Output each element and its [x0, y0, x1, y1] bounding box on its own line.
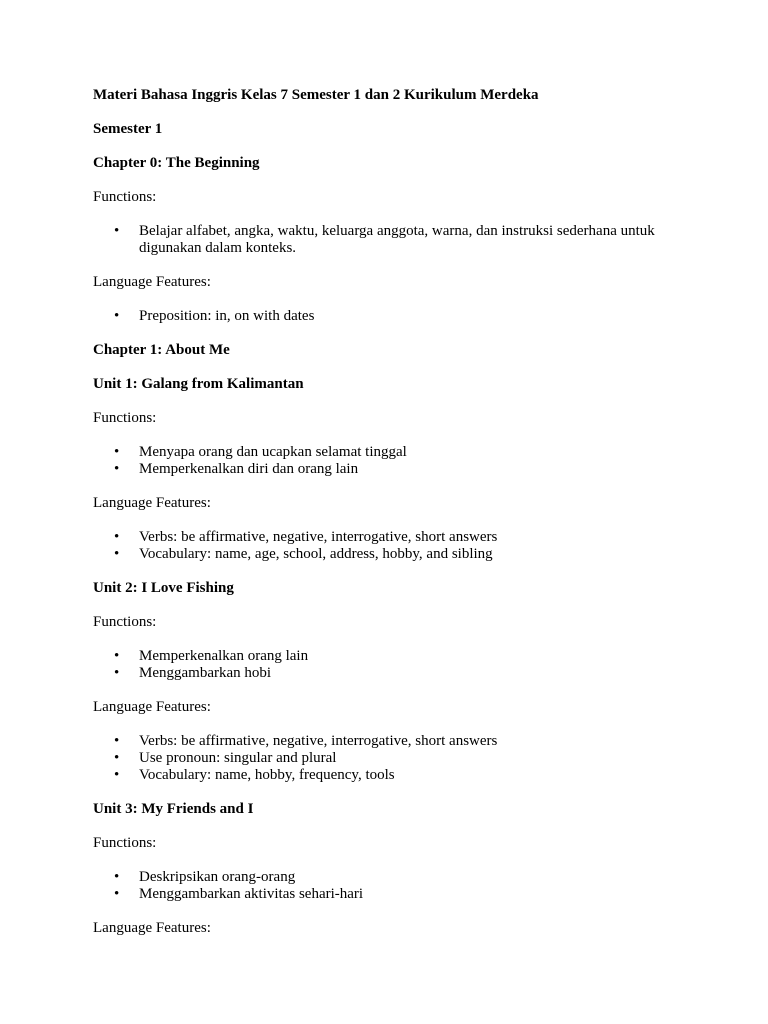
list-item — [93, 308, 683, 325]
document-title: Materi Bahasa Inggris Kelas 7 Semester 1 dan 2 Kurikulum Merdeka — [93, 87, 539, 103]
list-item — [93, 223, 683, 257]
list-item-text: Belajar alfabet, angka, waktu, keluarga anggota, warna, dan instruksi sederhana untuk digunakan dalam konteks. — [139, 223, 655, 256]
chapter-0-heading: Chapter 0: The Beginning — [93, 155, 260, 171]
unit-3-functions-label: Functions: — [93, 835, 157, 851]
list-item-text: Memperkenalkan diri dan orang lain — [139, 461, 359, 477]
list-item-text: Vocabulary: name, hobby, frequency, tools — [139, 767, 395, 783]
bullet-icon: • — [114, 886, 120, 902]
unit-2-features-label: Language Features: — [93, 699, 211, 715]
unit-2-functions-list — [93, 648, 683, 682]
document-page — [93, 87, 683, 954]
bullet-icon: • — [114, 665, 120, 681]
list-item-text: Deskripsikan orang-orang — [139, 869, 296, 885]
unit-1-features-label: Language Features: — [93, 495, 211, 511]
bullet-icon: • — [114, 750, 120, 766]
unit-3-features-label: Language Features: — [93, 920, 211, 936]
unit-2-heading: Unit 2: I Love Fishing — [93, 580, 234, 596]
unit-1-heading: Unit 1: Galang from Kalimantan — [93, 376, 304, 392]
unit-3-heading: Unit 3: My Friends and I — [93, 801, 254, 817]
bullet-icon: • — [114, 529, 120, 545]
list-item-text: Preposition: in, on with dates — [139, 308, 315, 324]
list-item-text: Verbs: be affirmative, negative, interrogative, short answers — [139, 733, 498, 749]
list-item-text: Vocabulary: name, age, school, address, hobby, and sibling — [139, 546, 493, 562]
unit-1-functions-label: Functions: — [93, 410, 157, 426]
semester-heading: Semester 1 — [93, 121, 163, 137]
chapter-0-functions-label: Functions: — [93, 189, 157, 205]
bullet-icon: • — [114, 869, 120, 885]
unit-1-features-list — [93, 529, 683, 563]
unit-2-features-list — [93, 733, 683, 784]
chapter-0-functions-list — [93, 223, 683, 257]
chapter-1-heading: Chapter 1: About Me — [93, 342, 230, 358]
list-item — [93, 750, 683, 767]
bullet-icon: • — [114, 648, 120, 664]
list-item-text: Use pronoun: singular and plural — [139, 750, 337, 766]
bullet-icon: • — [114, 444, 120, 460]
bullet-icon: • — [114, 733, 120, 749]
list-item — [93, 665, 683, 682]
list-item — [93, 869, 683, 886]
chapter-0-features-label: Language Features: — [93, 274, 211, 290]
list-item-text: Memperkenalkan orang lain — [139, 648, 309, 664]
list-item — [93, 546, 683, 563]
bullet-icon: • — [114, 223, 120, 239]
list-item-text: Menggambarkan hobi — [139, 665, 272, 681]
list-item-text: Menggambarkan aktivitas sehari-hari — [139, 886, 364, 902]
bullet-icon: • — [114, 767, 120, 783]
unit-1-functions-list — [93, 444, 683, 478]
list-item-text: Menyapa orang dan ucapkan selamat tinggal — [139, 444, 407, 460]
list-item-text: Verbs: be affirmative, negative, interrogative, short answers — [139, 529, 498, 545]
list-item — [93, 444, 683, 461]
unit-2-functions-label: Functions: — [93, 614, 157, 630]
list-item — [93, 886, 683, 903]
chapter-0-features-list — [93, 308, 683, 325]
list-item — [93, 529, 683, 546]
bullet-icon: • — [114, 461, 120, 477]
list-item — [93, 767, 683, 784]
list-item — [93, 733, 683, 750]
list-item — [93, 648, 683, 665]
unit-3-functions-list — [93, 869, 683, 903]
bullet-icon: • — [114, 546, 120, 562]
bullet-icon: • — [114, 308, 120, 324]
list-item — [93, 461, 683, 478]
